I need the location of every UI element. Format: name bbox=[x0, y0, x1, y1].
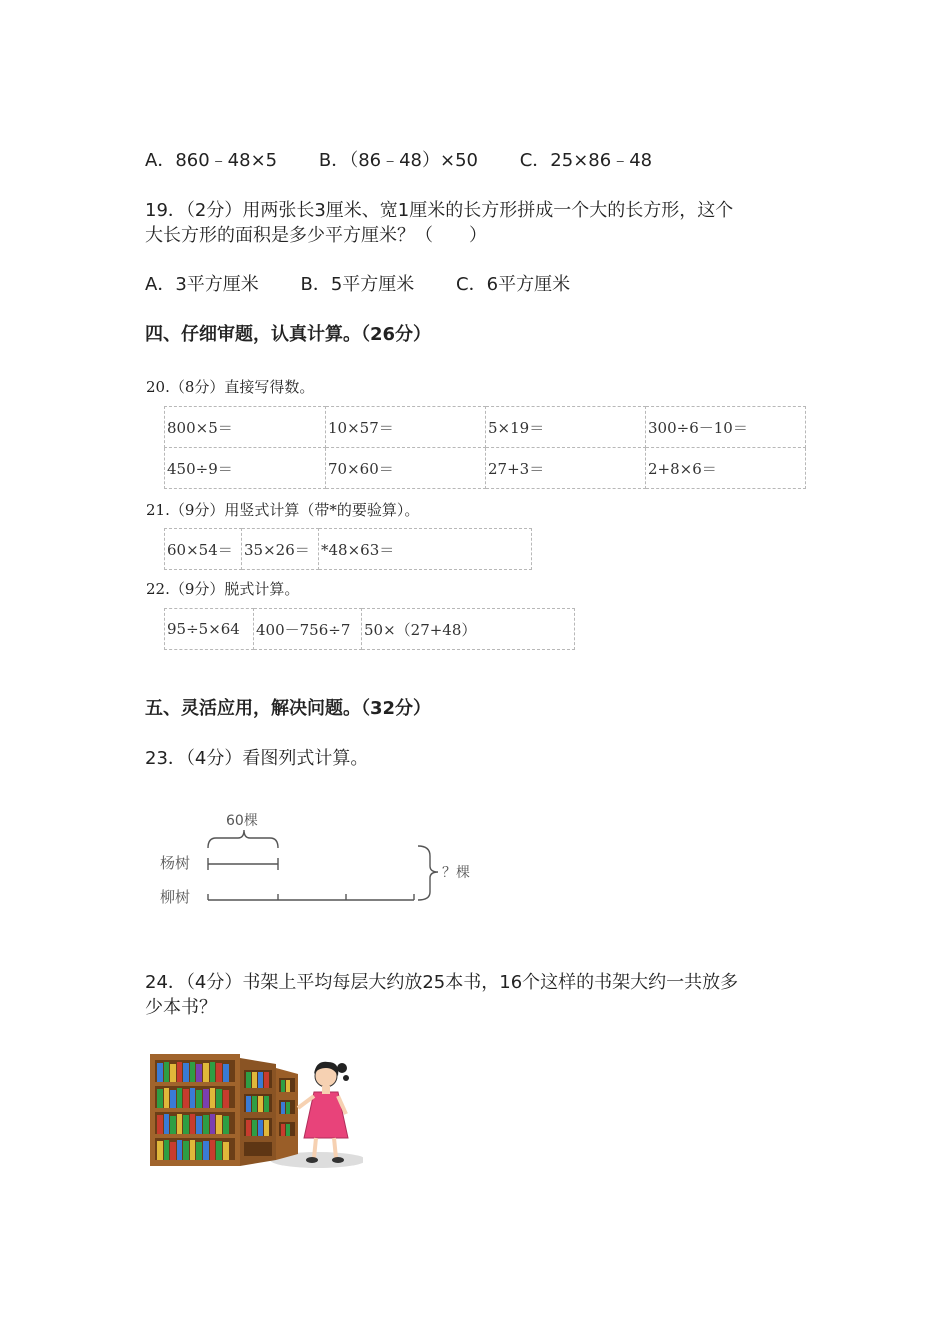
diagram-question-label: ？棵 bbox=[442, 865, 470, 881]
table-row bbox=[165, 448, 806, 489]
q24-line1: 24．（4分）书架上平均每层大约放25本书，16个这样的书架大约一共放多 bbox=[145, 972, 739, 993]
q22-cell: 95÷5×64 bbox=[165, 609, 254, 650]
diagram-row2-label: 柳树 bbox=[160, 888, 191, 906]
q19-option-a: A．3平方厘米 bbox=[145, 274, 259, 295]
q22-cell: 400－756÷7 bbox=[254, 609, 362, 650]
q19-line2: 大长方形的面积是多少平方厘米？（ ） bbox=[145, 225, 487, 246]
q20-cell: 10×57＝ bbox=[326, 407, 486, 448]
q20-table bbox=[164, 406, 806, 489]
q24-line2: 少本书？ bbox=[145, 997, 217, 1018]
q23-diagram-svg bbox=[150, 800, 510, 920]
q23-line-diagram bbox=[150, 800, 510, 920]
q21-title: 21.（9分）用竖式计算（带*的要验算）。 bbox=[146, 501, 420, 519]
table-row bbox=[165, 609, 575, 650]
bookshelf-illustration bbox=[148, 1048, 363, 1173]
q20-cell: 300÷6－10＝ bbox=[646, 407, 806, 448]
bookshelf-svg bbox=[148, 1048, 363, 1173]
q20-cell: 450÷9＝ bbox=[165, 448, 326, 489]
q21-table bbox=[164, 528, 532, 570]
q21-cell: *48×63＝ bbox=[319, 529, 532, 570]
q18-option-b: B．（86﹣48）×50 bbox=[318, 150, 478, 171]
table-row bbox=[165, 407, 806, 448]
q19-line1: 19．（2分）用两张长3厘米、宽1厘米的长方形拼成一个大的长方形，这个 bbox=[145, 200, 734, 221]
top-brace bbox=[208, 830, 278, 848]
q22-cell: 50×（27+48） bbox=[362, 609, 575, 650]
q19-options bbox=[145, 272, 606, 298]
q20-cell: 5×19＝ bbox=[486, 407, 646, 448]
q21-cell: 60×54＝ bbox=[165, 529, 242, 570]
table-row bbox=[165, 529, 532, 570]
q19-option-c: C．6平方厘米 bbox=[456, 274, 571, 295]
q20-cell: 70×60＝ bbox=[326, 448, 486, 489]
q22-title: 22.（9分）脱式计算。 bbox=[146, 580, 300, 598]
q18-options bbox=[145, 148, 688, 174]
q20-cell: 800×5＝ bbox=[165, 407, 326, 448]
q18-option-a: A．860﹣48×5 bbox=[145, 150, 278, 171]
diagram-top-label: 60棵 bbox=[226, 813, 258, 829]
q22-table bbox=[164, 608, 575, 650]
section4-title: 四、仔细审题，认真计算。（26分） bbox=[145, 324, 432, 345]
q20-title: 20.（8分）直接写得数。 bbox=[146, 378, 315, 396]
q18-option-c: C．25×86﹣48 bbox=[519, 150, 653, 171]
right-brace bbox=[418, 846, 438, 900]
q19-option-b: B．5平方厘米 bbox=[300, 274, 415, 295]
q20-cell: 2+8×6＝ bbox=[646, 448, 806, 489]
q21-cell: 35×26＝ bbox=[242, 529, 319, 570]
q20-cell: 27+3＝ bbox=[486, 448, 646, 489]
q23-title: 23．（4分）看图列式计算。 bbox=[145, 748, 369, 769]
section5-title: 五、灵活应用，解决问题。（32分） bbox=[145, 698, 432, 719]
diagram-row1-label: 杨树 bbox=[160, 854, 191, 872]
